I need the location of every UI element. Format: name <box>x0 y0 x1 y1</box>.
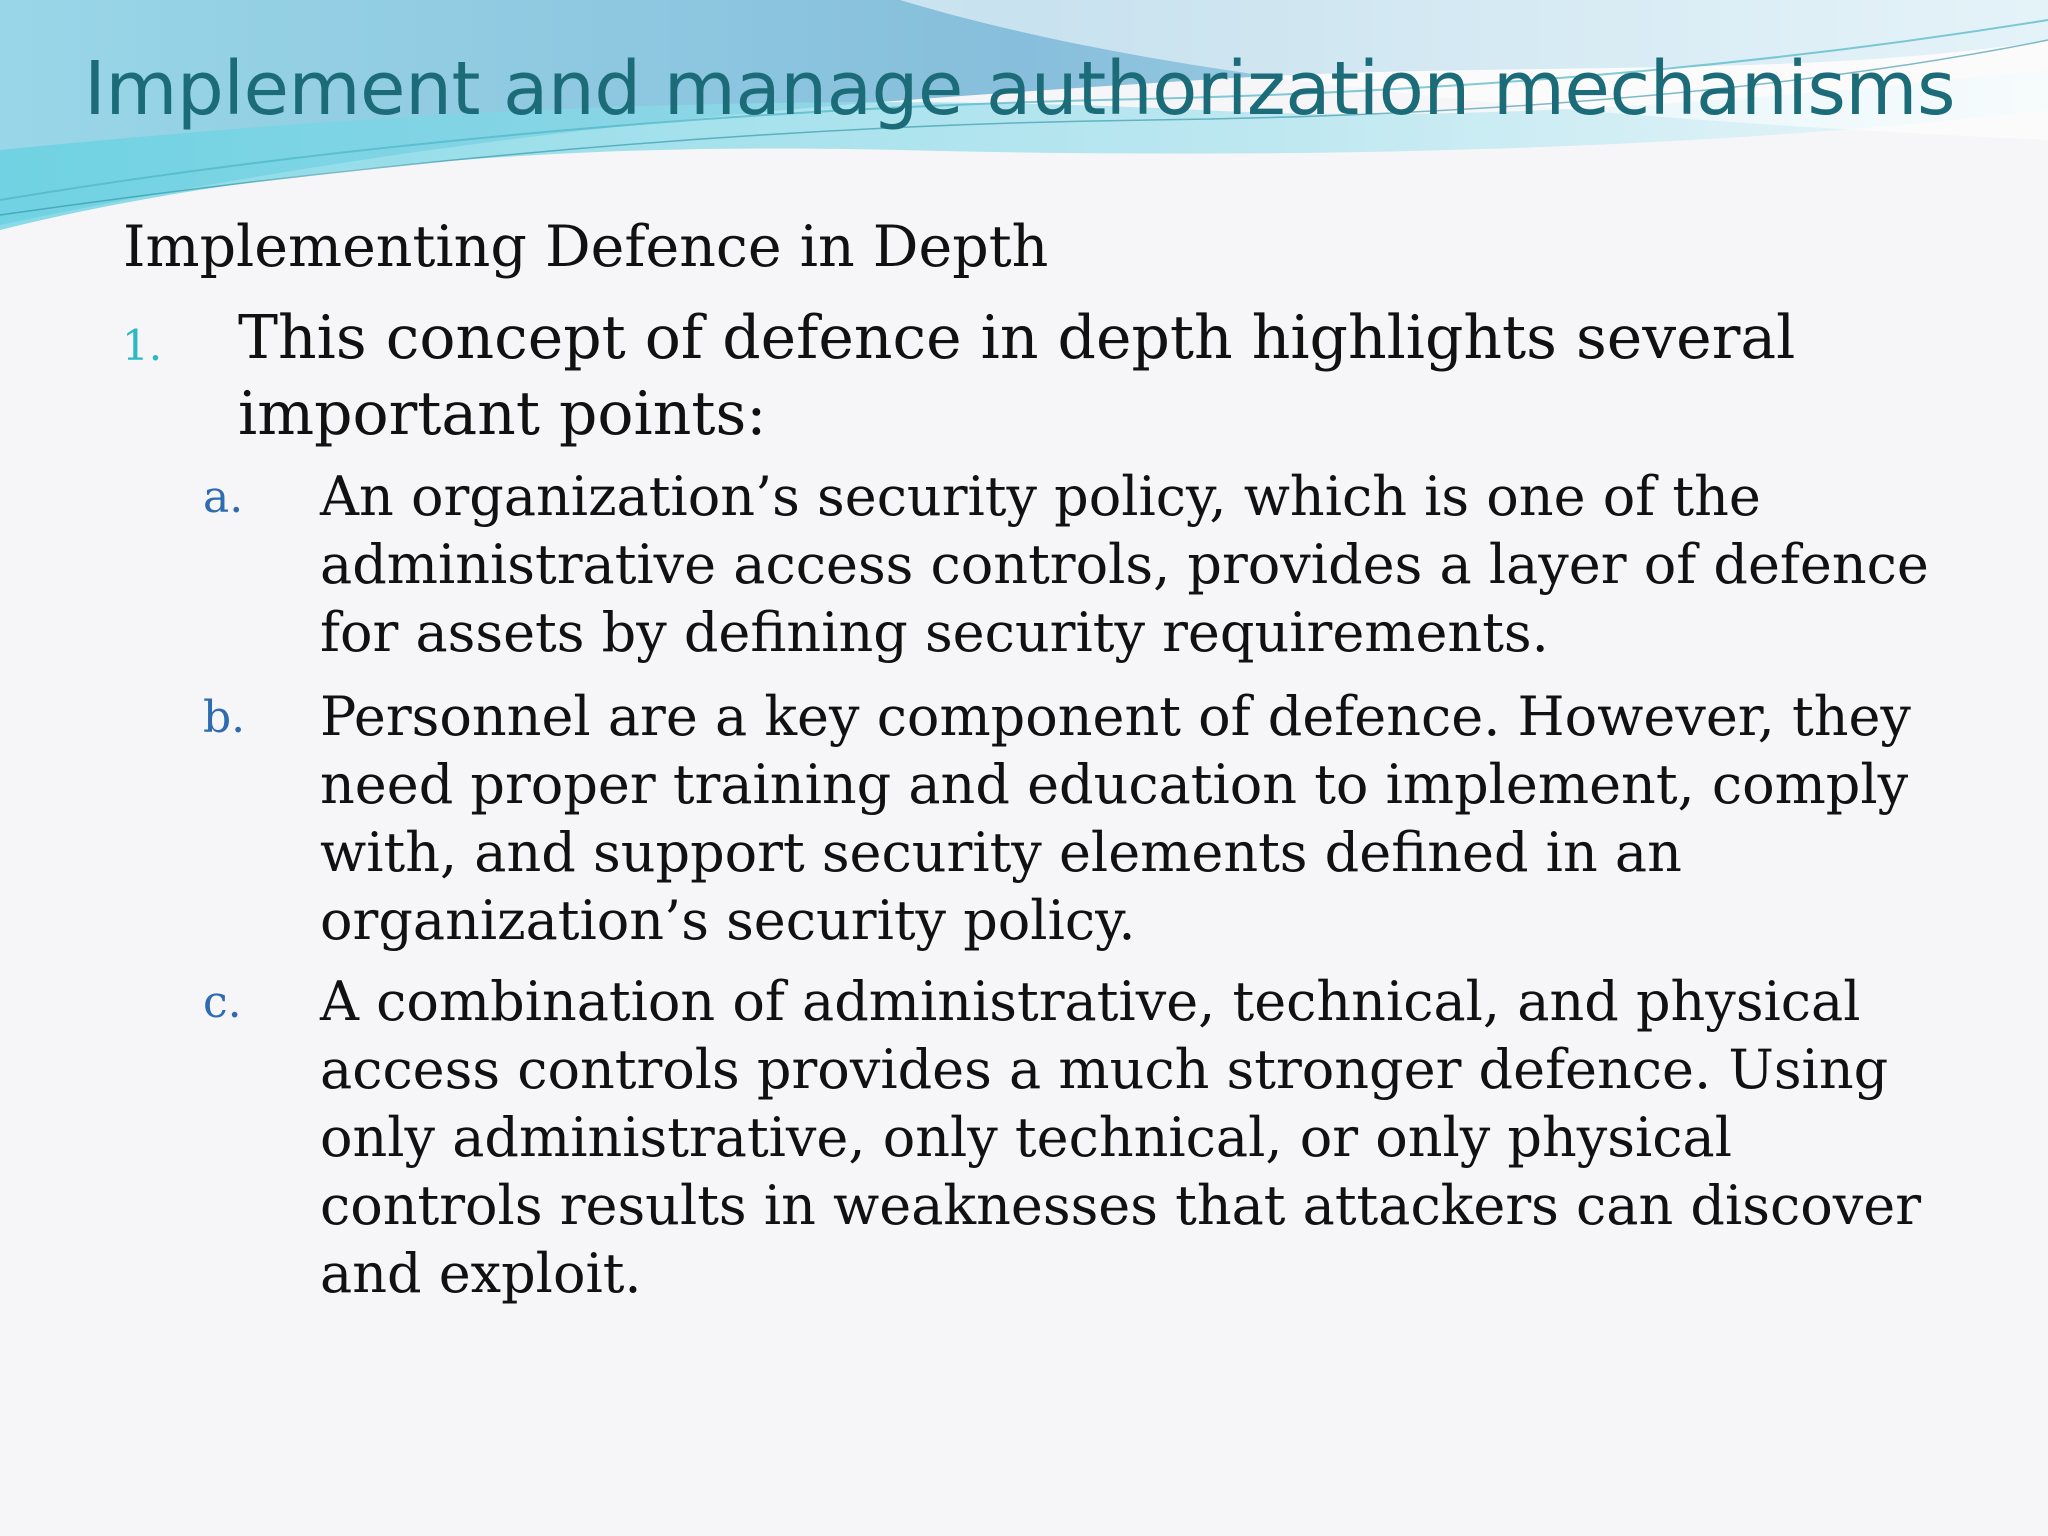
subitem-marker-a: a. <box>203 472 244 523</box>
subitem-line: An organization’s security policy, which is one of the <box>320 465 1761 528</box>
slide-title: Implement and manage authorization mechanisms <box>84 46 1956 132</box>
subitem-line: and exploit. <box>320 1242 642 1305</box>
subitem-text-c <box>320 968 2020 1308</box>
subitem-text-a <box>320 463 2020 667</box>
section-heading: Implementing Defence in Depth <box>123 214 1049 280</box>
subitem-marker-b: b. <box>203 692 246 743</box>
subitem-line: need proper training and education to implement, comply <box>320 753 1909 816</box>
subitem-line: A combination of administrative, technical, and physical <box>320 970 1861 1033</box>
item-number: 1. <box>122 321 163 370</box>
item-text <box>238 300 1988 452</box>
subitem-text-b <box>320 683 2020 955</box>
subitem-line: access controls provides a much stronger defence. Using <box>320 1038 1889 1101</box>
subitem-line: for assets by defining security requirements. <box>320 601 1549 664</box>
item-line: This concept of defence in depth highlights several <box>238 303 1796 373</box>
subitem-marker-c: c. <box>203 977 242 1028</box>
subitem-line: organization’s security policy. <box>320 889 1136 952</box>
subitem-line: controls results in weaknesses that attackers can discover <box>320 1174 1922 1237</box>
subitem-line: Personnel are a key component of defence. However, they <box>320 685 1911 748</box>
subitem-line: with, and support security elements defined in an <box>320 821 1682 884</box>
subitem-line: only administrative, only technical, or only physical <box>320 1106 1732 1169</box>
subitem-line: administrative access controls, provides a layer of defence <box>320 533 1929 596</box>
item-line: important points: <box>238 379 767 449</box>
